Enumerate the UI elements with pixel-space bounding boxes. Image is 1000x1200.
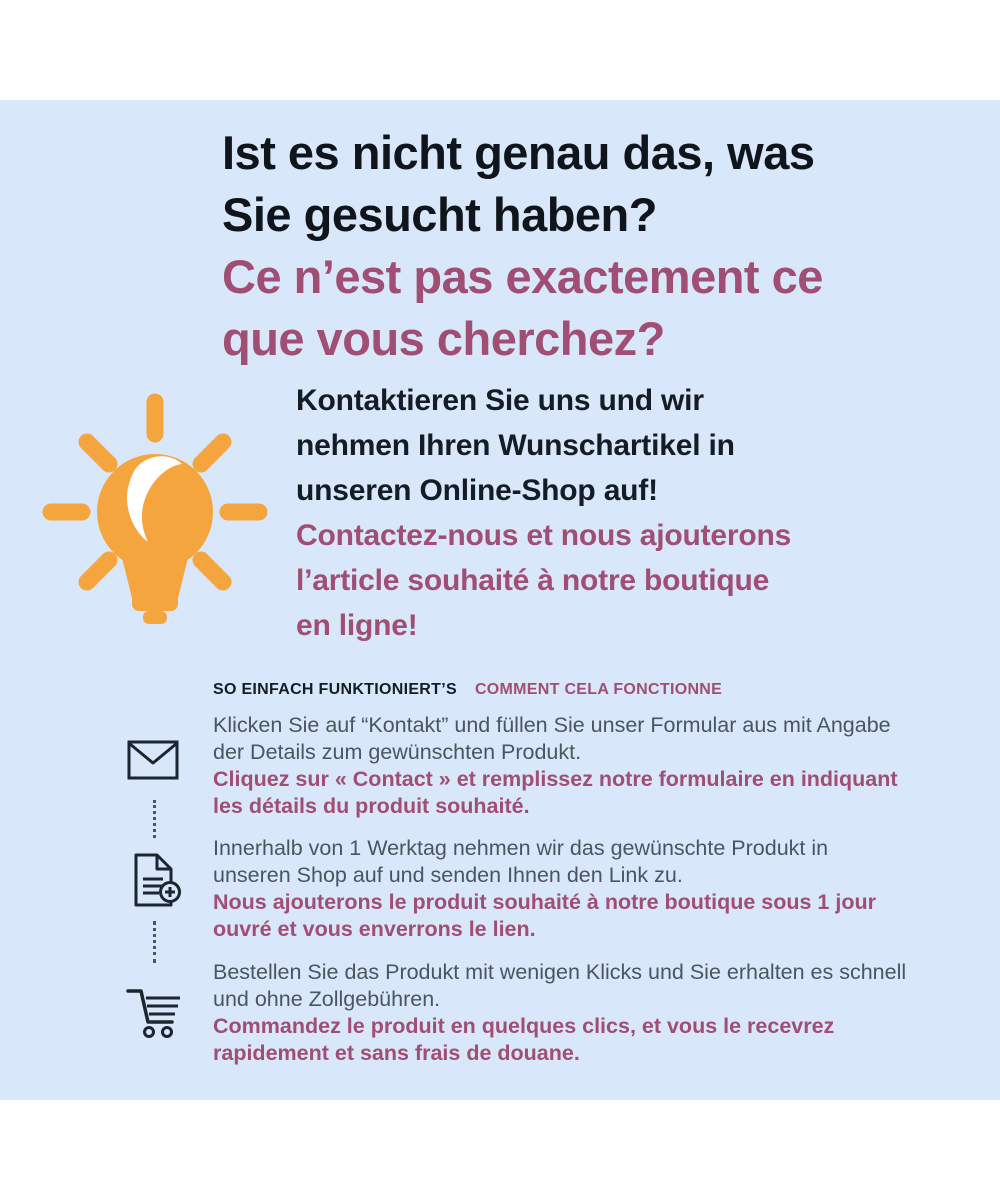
shopping-cart-icon — [122, 984, 184, 1038]
intro-fr-line2: l’article souhaité à notre boutique — [296, 564, 770, 597]
intro-fr-line3: en ligne! — [296, 609, 418, 642]
headline-de-line1: Ist es nicht genau das, was — [222, 126, 815, 179]
how-title-de: SO EINFACH FUNKTIONIERT’S — [213, 681, 457, 698]
dotted-connector-2 — [153, 921, 156, 963]
step-2 — [213, 835, 958, 943]
intro-de-line2: nehmen Ihren Wunschartikel in — [296, 429, 735, 462]
lightbulb-icon — [42, 390, 268, 638]
how-title-fr: COMMENT CELA FONCTIONNE — [474, 681, 723, 698]
headline-fr-line1: Ce n’est pas exactement ce — [222, 250, 823, 303]
document-add-icon — [128, 852, 182, 908]
step-2-fr-line2: ouvré et vous enverrons le lien. — [213, 917, 536, 941]
step-1-de-line1: Klicken Sie auf “Kontakt” und füllen Sie unser Formular aus mit Angabe — [213, 713, 891, 737]
step-3-fr-line2: rapidement et sans frais de douane. — [213, 1041, 580, 1065]
step-1-fr-line2: les détails du produit souhaité. — [213, 794, 530, 818]
headline — [222, 122, 942, 370]
step-3-fr-line1: Commandez le produit en quelques clics, et vous le recevrez — [213, 1014, 835, 1038]
step-1-fr-line1: Cliquez sur « Contact » et remplissez notre formulaire en indiquant — [213, 767, 898, 791]
envelope-icon — [127, 740, 179, 780]
intro-paragraph — [296, 378, 896, 648]
intro-fr-line1: Contactez-nous et nous ajouterons — [296, 519, 792, 552]
dotted-connector-1 — [153, 800, 156, 838]
step-2-de-line2: unseren Shop auf und senden Ihnen den Link zu. — [213, 863, 683, 887]
step-3-de-line1: Bestellen Sie das Produkt mit wenigen Klicks und Sie erhalten es schnell — [213, 960, 907, 984]
step-1-de-line2: der Details zum gewünschten Produkt. — [213, 740, 582, 764]
step-3-de-line2: und ohne Zollgebühren. — [213, 987, 441, 1011]
step-2-fr-line1: Nous ajouterons le produit souhaité à notre boutique sous 1 jour — [213, 890, 876, 914]
intro-de-line3: unseren Online-Shop auf! — [296, 474, 658, 507]
how-it-works-title — [213, 681, 913, 699]
intro-de-line1: Kontaktieren Sie uns und wir — [296, 384, 704, 417]
headline-fr-line2: que vous cherchez? — [222, 312, 665, 365]
step-2-de-line1: Innerhalb von 1 Werktag nehmen wir das gewünschte Produkt in — [213, 836, 829, 860]
step-3 — [213, 959, 958, 1067]
step-1 — [213, 712, 958, 820]
headline-de-line2: Sie gesucht haben? — [222, 188, 657, 241]
